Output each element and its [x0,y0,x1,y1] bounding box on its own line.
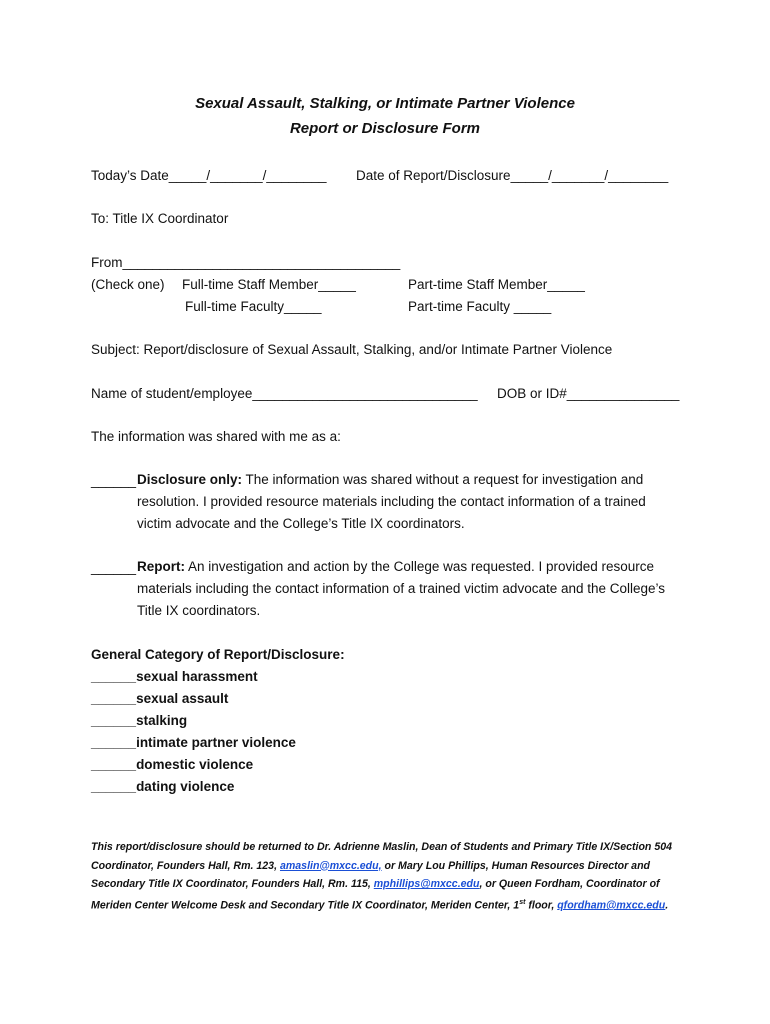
category-item[interactable] [91,691,228,706]
category-item[interactable] [91,779,234,794]
footer-text: , or Queen Fordham, Coordinator of Meriden Center Welcome Desk and Secondary Title IX Coordinator, Meriden Center, 1 [91,878,660,912]
todays-date-field[interactable]: Today’s Date_____/_______/________ [91,168,327,183]
category-blank[interactable]: ______ [91,779,137,794]
category-blank[interactable]: ______ [91,757,137,772]
report-checkbox-blank[interactable]: ______ [91,560,137,575]
return-instructions [91,838,691,915]
parttime-staff-option[interactable]: Part-time Staff Member_____ [408,277,585,292]
category-label: sexual assault [136,691,229,706]
footer-text: . [665,899,669,912]
footer-text: floor, [525,899,558,912]
report-option-text [137,556,682,622]
category-item[interactable] [91,713,187,728]
category-heading: General Category of Report/Disclosure: [91,647,345,662]
to-line: To: Title IX Coordinator [91,211,229,226]
category-label: domestic violence [136,757,254,772]
category-item[interactable] [91,735,296,750]
parttime-faculty-option[interactable]: Part-time Faculty _____ [408,299,552,314]
ordinal-suffix: st [519,898,526,906]
email-link-fordham[interactable]: qfordham@mxcc.edu [557,899,666,912]
disclosure-checkbox-blank[interactable]: ______ [91,473,137,488]
category-label: intimate partner violence [136,735,296,750]
shared-intro: The information was shared with me as a: [91,429,341,444]
email-link-phillips[interactable]: mphillips@mxcc.edu [373,878,480,891]
from-field[interactable]: From_____________________________________ [91,255,401,270]
disclosure-option-text [137,469,682,535]
fulltime-staff-option[interactable]: Full-time Staff Member_____ [182,277,356,292]
subject-line: Subject: Report/disclosure of Sexual Assault, Stalking, and/or Intimate Partner Violence [91,342,613,357]
name-field[interactable]: Name of student/employee______________________________ [91,386,478,401]
category-blank[interactable]: ______ [91,713,137,728]
report-label: Report: [137,559,185,574]
category-blank[interactable]: ______ [91,735,137,750]
disclosure-label: Disclosure only: [137,472,243,487]
dob-id-field[interactable]: DOB or ID#_______________ [497,386,680,401]
fulltime-faculty-option[interactable]: Full-time Faculty_____ [185,299,322,314]
report-description: An investigation and action by the College was requested. I provided resource materials including the contact information of a trained victim advocate and the College’s Title IX coordinators. [137,559,666,618]
report-date-field[interactable]: Date of Report/Disclosure_____/_______/________ [356,168,669,183]
category-blank[interactable]: ______ [91,691,137,706]
footer-text: This report/disclosure should be returned to Dr. Adrienne Maslin, Dean of Students and Primary Title IX/Section 504 Coordinator, Founders Hall, Rm. 123, [91,841,673,872]
category-label: stalking [136,713,188,728]
email-link-maslin[interactable]: amaslin@mxcc.edu, [279,859,382,872]
footer-text: or Mary Lou Phillips, Human Resources Director and Secondary Title IX Coordinator, Founders Hall, Rm. 115, [91,859,651,891]
category-label: sexual harassment [136,669,258,684]
form-title-line-1: Sexual Assault, Stalking, or Intimate Partner Violence [195,95,575,112]
disclosure-description: The information was shared without a request for investigation and resolution. I provided resource materials including the contact information of a trained victim advocate and the College’s Title IX coordinators. [137,472,646,531]
category-blank[interactable]: ______ [91,669,137,684]
category-item[interactable] [91,669,258,684]
check-one-label: (Check one) [91,277,165,292]
category-item[interactable] [91,757,253,772]
form-title-line-2: Report or Disclosure Form [289,120,481,137]
category-label: dating violence [136,779,235,794]
